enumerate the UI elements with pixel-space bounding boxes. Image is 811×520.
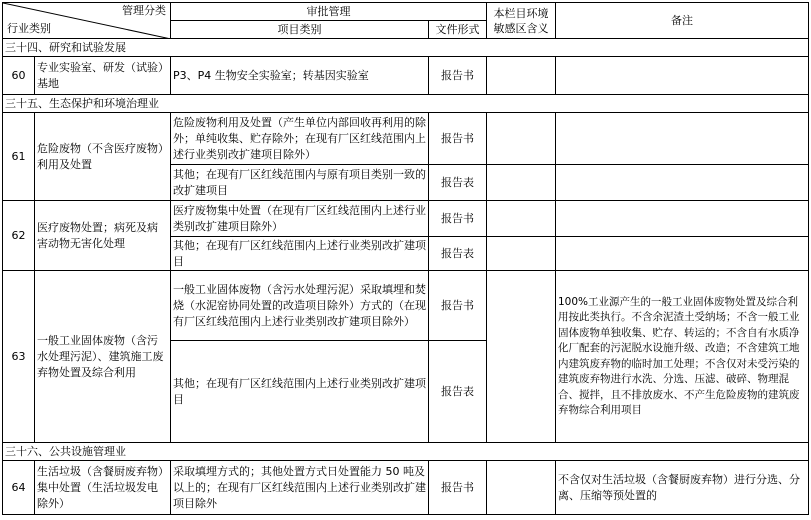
section-title: 三十六、公共设施管理业 bbox=[3, 443, 809, 461]
form-cell: 报告书 bbox=[429, 201, 487, 237]
project-cell: 医疗废物集中处置（在现有厂区红线范围内上述行业类别改扩建项目除外） bbox=[171, 201, 429, 237]
section-row bbox=[3, 443, 809, 461]
table-row bbox=[3, 461, 809, 515]
table-row bbox=[3, 113, 809, 165]
project-cell: 其他；在现有厂区红线范围内与原有项目类别一致的改扩建项目 bbox=[171, 165, 429, 201]
industry-cell: 一般工业固体废物（含污水处理污泥）、建筑施工废弃物处置及综合利用 bbox=[35, 271, 171, 443]
section-row bbox=[3, 39, 809, 57]
section-row bbox=[3, 95, 809, 113]
project-cell: 其他；在现有厂区红线范围内上述行业类别改扩建项目 bbox=[171, 341, 429, 443]
project-cell: 危险废物利用及处置（产生单位内部回收再利用的除外；单纯收集、贮存除外；在现有厂区红线范围内上述行业类别改扩建项目除外） bbox=[171, 113, 429, 165]
row-number: 64 bbox=[3, 461, 35, 515]
industry-category-label: 行业类别 bbox=[7, 22, 51, 35]
sensitive-cell bbox=[487, 271, 556, 443]
file-form-header: 文件形式 bbox=[429, 21, 487, 39]
sensitive-cell bbox=[487, 57, 556, 95]
remark-cell: 不含仅对生活垃圾（含餐厨废弃物）进行分选、分离、压缩等预处置的 bbox=[556, 461, 809, 515]
form-cell: 报告书 bbox=[429, 57, 487, 95]
form-cell: 报告表 bbox=[429, 165, 487, 201]
sensitive-cell bbox=[487, 165, 556, 201]
project-cell: 其他；在现有厂区红线范围内上述行业类别改扩建项目 bbox=[171, 237, 429, 271]
remark-cell bbox=[556, 113, 809, 165]
mgmt-category-label: 管理分类 bbox=[122, 4, 166, 17]
project-category-header: 项目类别 bbox=[171, 21, 429, 39]
row-number: 61 bbox=[3, 113, 35, 201]
eia-classification-table bbox=[2, 2, 809, 515]
row-number: 60 bbox=[3, 57, 35, 95]
row-number: 63 bbox=[3, 271, 35, 443]
header-row-1 bbox=[3, 3, 809, 21]
remark-cell bbox=[556, 201, 809, 237]
remarks-header: 备注 bbox=[556, 3, 809, 39]
row-number: 62 bbox=[3, 201, 35, 271]
sensitive-cell bbox=[487, 201, 556, 237]
project-cell: 一般工业固体废物（含污水处理污泥）采取填埋和焚烧（水泥窑协同处置的改造项目除外）方式的（在现有厂区红线范围内上述行业类别改扩建项目除外） bbox=[171, 271, 429, 341]
form-cell: 报告书 bbox=[429, 271, 487, 341]
remark-cell bbox=[556, 237, 809, 271]
section-title: 三十四、研究和试验发展 bbox=[3, 39, 809, 57]
table-row bbox=[3, 271, 809, 341]
project-cell: P3、P4 生物安全实验室；转基因实验室 bbox=[171, 57, 429, 95]
sensitive-cell bbox=[487, 237, 556, 271]
industry-cell: 生活垃圾（含餐厨废弃物）集中处置（生活垃圾发电除外） bbox=[35, 461, 171, 515]
form-cell: 报告书 bbox=[429, 461, 487, 515]
sensitive-cell bbox=[487, 461, 556, 515]
form-cell: 报告书 bbox=[429, 113, 487, 165]
section-title: 三十五、生态保护和环境治理业 bbox=[3, 95, 809, 113]
table-row bbox=[3, 201, 809, 237]
approval-mgmt-header: 审批管理 bbox=[171, 3, 487, 21]
industry-cell: 危险废物（不含医疗废物）利用及处置 bbox=[35, 113, 171, 201]
remark-cell bbox=[556, 165, 809, 201]
sensitive-cell bbox=[487, 113, 556, 165]
form-cell: 报告表 bbox=[429, 237, 487, 271]
sensitive-area-header: 本栏目环境敏感区含义 bbox=[487, 3, 556, 39]
form-cell: 报告表 bbox=[429, 341, 487, 443]
remark-cell: 100%工业源产生的一般工业固体废物处置及综合利用按此类执行。不含余泥渣土受纳场；不含一般工业固体废物单独收集、贮存、转运的；不含自有水质净化厂配套的污泥脱水设施升级、改造；不含建筑工地内建筑废弃物的临时加工处理；不含仅对未受污染的建筑废弃物进行水洗、分选、压滤、破碎、物理混合、搅拌，且不排放废水、不产生危险废物的建筑废弃物综合利用项目 bbox=[556, 271, 809, 443]
project-cell: 采取填埋方式的；其他处置方式日处置能力 50 吨及以上的；在现有厂区红线范围内上述行业类别改扩建项目除外 bbox=[171, 461, 429, 515]
table-row bbox=[3, 57, 809, 95]
remark-cell bbox=[556, 57, 809, 95]
diagonal-header-cell bbox=[3, 3, 171, 39]
industry-cell: 医疗废物处置；病死及病害动物无害化处理 bbox=[35, 201, 171, 271]
industry-cell: 专业实验室、研发（试验）基地 bbox=[35, 57, 171, 95]
